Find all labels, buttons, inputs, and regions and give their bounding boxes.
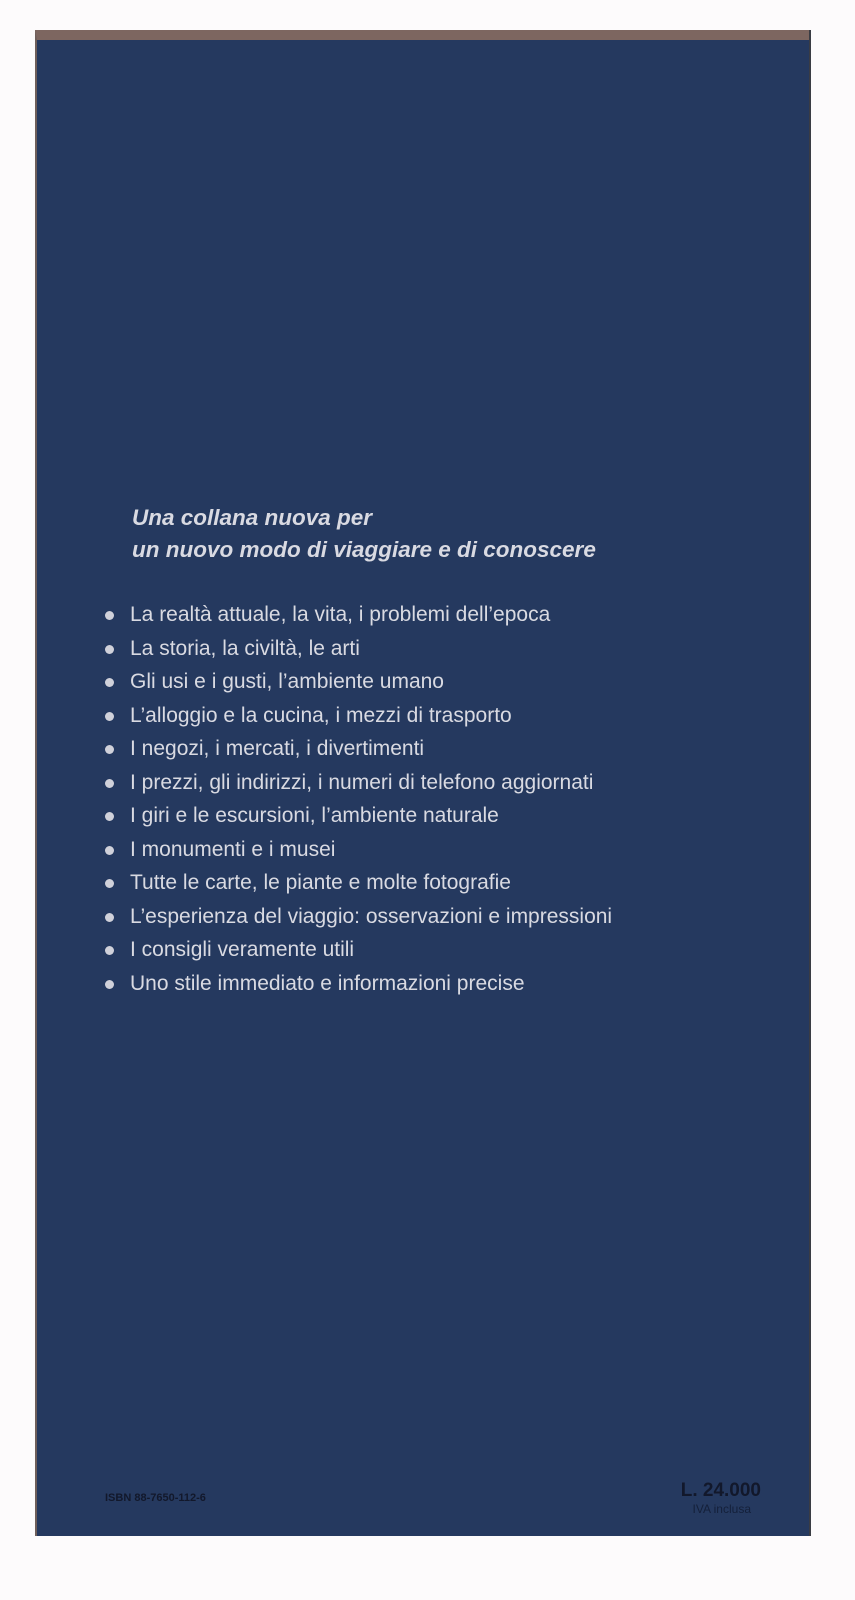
list-item-text: Tutte le carte, le piante e molte fotografie [130, 871, 511, 894]
bullet-icon [105, 745, 114, 754]
feature-list [105, 598, 612, 1000]
list-item [105, 799, 612, 833]
list-item-text: I prezzi, gli indirizzi, i numeri di telefono aggiornati [130, 770, 594, 794]
list-item-text: I giri e le escursioni, l’ambiente naturale [130, 804, 499, 827]
bullet-icon [105, 879, 114, 888]
bullet-icon [105, 980, 114, 989]
list-item [105, 900, 612, 934]
list-item-text: La realtà attuale, la vita, i problemi dell’epoca [130, 603, 551, 626]
bullet-icon [105, 946, 114, 955]
tagline-line-1: Una collana nuova per [132, 505, 373, 530]
list-item-text: L’alloggio e la cucina, i mezzi di trasporto [130, 703, 512, 727]
book-back-cover [35, 30, 809, 1536]
list-item [105, 699, 612, 733]
price: L. 24.000 [680, 1480, 761, 1501]
list-item-text: I negozi, i mercati, i divertimenti [130, 737, 425, 760]
list-item [105, 598, 612, 632]
isbn: ISBN 88-7650-112-6 [105, 1492, 206, 1504]
bullet-icon [105, 812, 114, 821]
list-item [105, 833, 612, 867]
list-item [105, 632, 612, 666]
bullet-icon [105, 678, 114, 687]
list-item [105, 766, 612, 800]
list-item-text: La storia, la civiltà, le arti [130, 636, 360, 660]
tagline-line-2: un nuovo modo di viaggiare e di conoscere [132, 537, 596, 562]
vat-note: IVA inclusa [692, 1502, 751, 1516]
list-item-text: I consigli veramente utili [130, 938, 355, 961]
tagline [132, 502, 596, 566]
list-item [105, 665, 612, 699]
bullet-icon [105, 611, 114, 620]
list-item [105, 933, 612, 967]
list-item-text: Gli usi e i gusti, l’ambiente umano [130, 670, 444, 693]
list-item-text: L’esperienza del viaggio: osservazioni e impressioni [130, 904, 613, 928]
list-item [105, 967, 612, 1001]
bullet-icon [105, 779, 114, 788]
list-item [105, 866, 612, 900]
bullet-icon [105, 913, 114, 922]
bullet-icon [105, 712, 114, 721]
list-item-text: I monumenti e i musei [130, 837, 336, 861]
bullet-icon [105, 846, 114, 855]
list-item-text: Uno stile immediato e informazioni precise [130, 971, 525, 995]
bullet-icon [105, 645, 114, 654]
list-item [105, 732, 612, 766]
